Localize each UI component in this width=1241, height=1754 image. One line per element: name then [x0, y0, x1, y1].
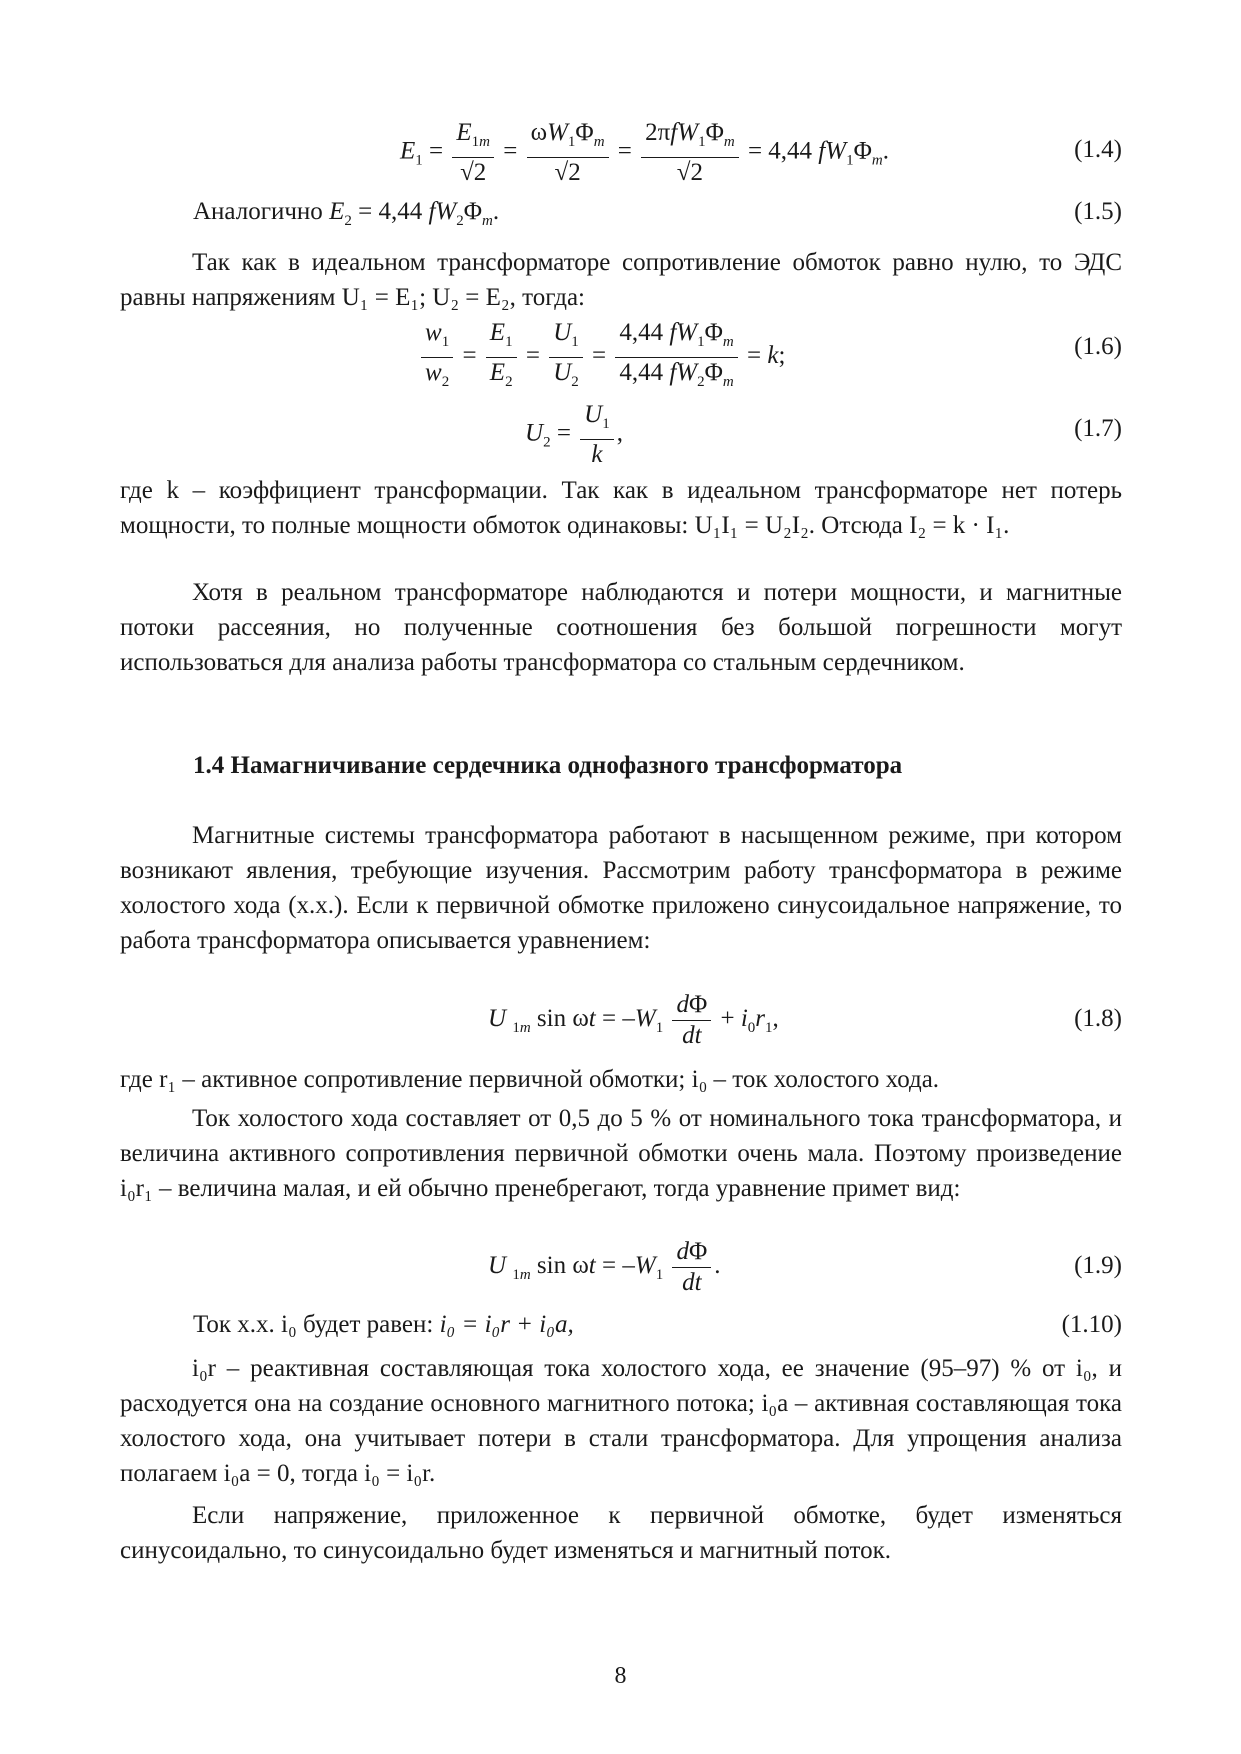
page-number: 8 [614, 1663, 627, 1689]
paragraph-9: Если напряжение, приложенное к первичной обмотке, будет изменяться синусоидально, то синусоидально будет изменяться и магнитный поток. [120, 1502, 1122, 1564]
paragraph-5: где r₁ – активное сопротивление первичной обмотки; i₀ – ток холостого хода. [120, 1066, 940, 1093]
paragraph-3: Хотя в реальном трансформаторе наблюдаются и потери мощности, и магнитные потоки рассеяния, но полученные соотношения без большой погрешности могут использоваться для анализа работы трансформатора со стальным сердечником. [120, 579, 1122, 676]
equation-label-1-10: (1.10) [1061, 1311, 1122, 1338]
section-title: 1.4 Намагничивание сердечника однофазного трансформатора [193, 752, 903, 779]
equation-label-1-7: (1.7) [1074, 415, 1122, 442]
equation-1-10: i₀ = i₀r + i₀a, [439, 1311, 574, 1338]
equation-label-1-8: (1.8) [1074, 1005, 1122, 1032]
equation-1-6: $\frac{w_1}{w_2}$ = $\frac{E_1}{E_2}$ = $\frac{U_1}{U_2}$ = $\frac{4,44 fW_1\Phi_m}{4,44 fW_2\Phi_m}$ = k; [418, 318, 785, 397]
p7-prefix: Ток х.х. i₀ будет равен: [193, 1311, 440, 1338]
analog-line [193, 198, 499, 230]
equation-1-8: U $_{1m}$ $\sin \omega t = -W_1$ $\frac{d\Phi}{dt}$ + $i_0r_1$, [488, 991, 779, 1049]
equation-label-1-9: (1.9) [1074, 1252, 1122, 1279]
paragraph-7 [193, 1311, 574, 1339]
equation-label-1-4: (1.4) [1074, 136, 1122, 163]
equation-1-7: $U_2$ = $\frac{U_1}{k}$ , [525, 401, 623, 468]
paragraph-8: i₀r – реактивная составляющая тока холостого хода, ее значение (95–97) % от i₀, и расходуется она на создание основного магнитного потока; i₀a – активная составляющая тока холостого хода, она учитывает потери в стали трансформатора. Для упрощения анализа полагаем i₀a = 0, тогда i₀ = i₀r. [120, 1355, 1122, 1487]
paragraph-6: Ток холостого хода составляет от 0,5 до 5 % от номинального тока трансформатора, и величина активного сопротивления первичной обмотки очень мала. Поэтому произведение i₀r₁ – величина малая, и ей обычно пренебрегают, тогда уравнение примет вид: [120, 1105, 1122, 1202]
equation-1-4: $E_1$ = $\frac{E_{1m}}{√2}$ = $\frac{\omega W_1\Phi_m}{√2}$ = $\frac{2\pi fW_1\Phi_m}{√2}$ = 4,44 $fW_1\Phi_m$. [400, 119, 889, 186]
equation-label-1-5: (1.5) [1074, 198, 1122, 225]
analog-prefix: Аналогично [193, 198, 330, 225]
paragraph-2: где k – коэффициент трансформации. Так как в идеальном трансформаторе нет потерь мощности, то полные мощности обмоток одинаковы: U₁I₁ = U₂I₂. Отсюда I₂ = k · I₁. [120, 477, 1122, 539]
paragraph-4: Магнитные системы трансформатора работают в насыщенном режиме, при котором возникают явления, требующие изучения. Рассмотрим работу трансформатора в режиме холостого хода (х.х.). Если к первичной обмотке приложено синусоидальное напряжение, то работа трансформатора описывается уравнением: [120, 822, 1122, 954]
equation-1-9: U $_{1m}$ $\sin \omega t = -W_1$ $\frac{d\Phi}{dt}$ . [488, 1238, 721, 1296]
equation-1-5: $E_2 = 4,44$ $fW_2\Phi_m$. [329, 198, 500, 229]
equation-label-1-6: (1.6) [1074, 333, 1122, 360]
paragraph-1: Так как в идеальном трансформаторе сопротивление обмоток равно нулю, то ЭДС равны напряжениям U₁ = E₁; U₂ = E₂, тогда: [120, 249, 1122, 311]
